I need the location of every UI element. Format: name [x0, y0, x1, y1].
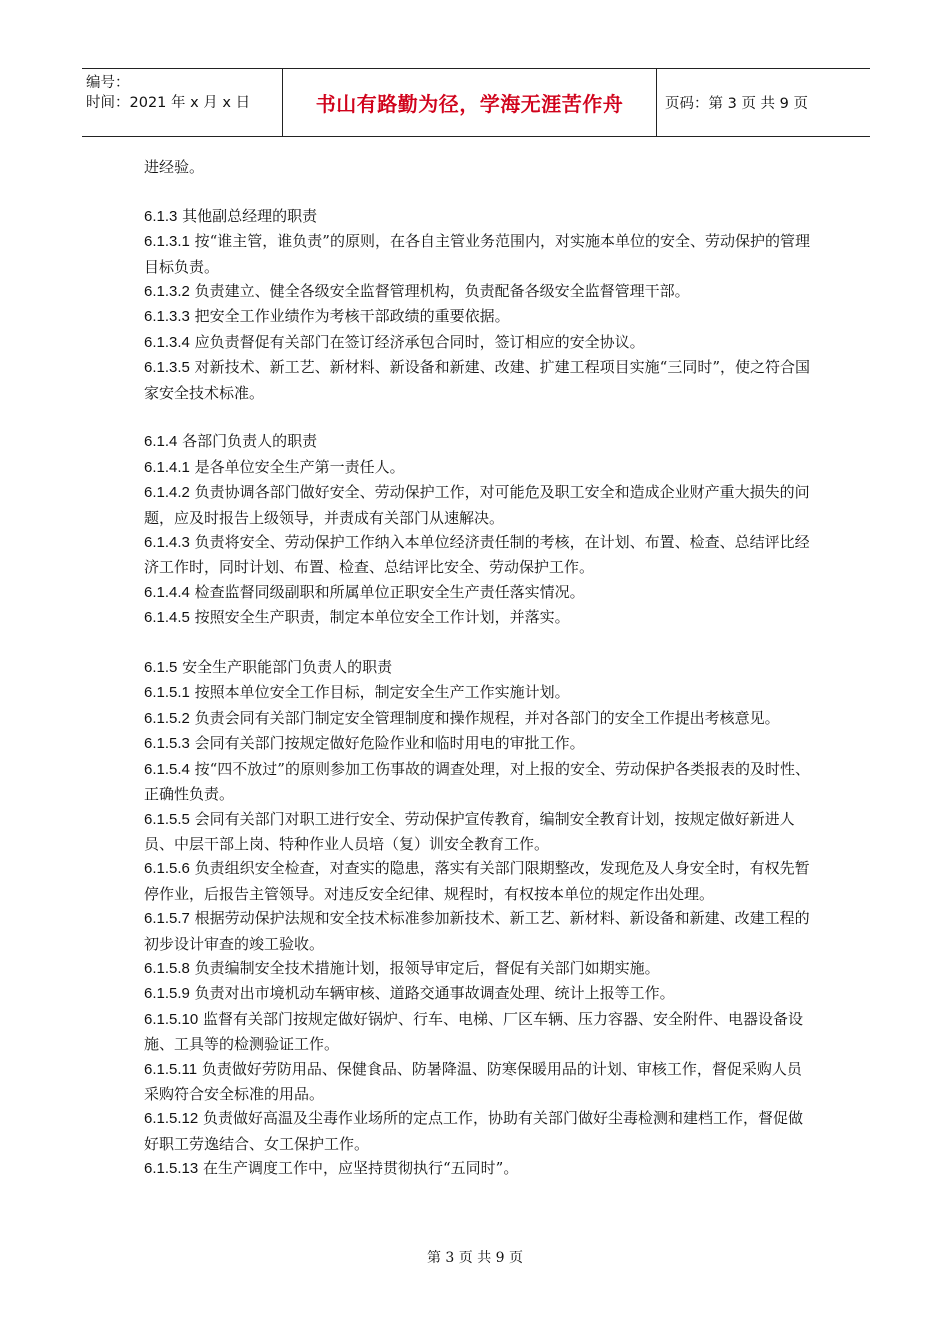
paragraph	[144, 480, 816, 530]
motto-text: 书山有路勤为径，学海无涯苦作舟	[283, 69, 657, 136]
header-left-cell	[82, 69, 283, 136]
clause-text: 根据劳动保护法规和安全技术标准参加新技术、新工艺、新材料、新设备和新建、改建工程的初步设计审查的竣工验收。	[144, 909, 810, 953]
paragraph	[144, 155, 816, 179]
paragraph-gap	[144, 405, 816, 429]
clause-text: 负责组织安全检查，对查实的隐患，落实有关部门限期整改，发现危及人身安全时，有权先暂停作业，后报告主管领导。对违反安全纪律、规程时，有权按本单位的规定作出处理。	[144, 859, 810, 903]
paragraph	[144, 605, 816, 630]
clause-text: 负责做好劳防用品、保健食品、防暑降温、防寒保暖用品的计划、审核工作，督促采购人员采购符合安全标准的用品。	[144, 1059, 802, 1103]
clause-number: 6.1.3.3	[144, 308, 190, 326]
clause-text: 负责会同有关部门制定安全管理制度和操作规程，并对各部门的安全工作提出考核意见。	[189, 708, 780, 727]
page-info: 页码：第 3 页 共 9 页	[665, 96, 808, 112]
paragraph	[144, 1007, 816, 1057]
clause-number: 6.1.5.10	[144, 1010, 199, 1028]
page-footer: 第 3 页 共 9 页	[426, 1250, 524, 1266]
clause-text: 会同有关部门对职工进行安全、劳动保护宣传教育，编制安全教育计划，按规定做好新进人员、中层干部上岗、特种作业人员培（复）训安全教育工作。	[144, 809, 795, 853]
clause-text: 按照本单位安全工作目标，制定安全生产工作实施计划。	[189, 683, 570, 702]
number-label: 编号：	[86, 75, 130, 91]
paragraph	[144, 706, 816, 731]
clause-number: 6.1.4	[144, 433, 178, 451]
clause-number: 6.1.5	[144, 659, 178, 677]
paragraph	[144, 1057, 816, 1107]
clause-text: 其他副总经理的职责	[177, 206, 318, 225]
clause-number: 6.1.4.4	[144, 583, 190, 601]
paragraph	[144, 355, 816, 405]
clause-text: 是各单位安全生产第一责任人。	[189, 457, 405, 476]
paragraph	[144, 856, 816, 906]
clause-text: 检查监督同级副职和所属单位正职安全生产责任落实情况。	[189, 582, 585, 601]
clause-number: 6.1.3.4	[144, 333, 190, 351]
clause-number: 6.1.5.9	[144, 985, 190, 1003]
paragraph	[144, 956, 816, 981]
paragraph	[144, 330, 816, 355]
paragraph-gap	[144, 631, 816, 655]
clause-text: 会同有关部门按规定做好危险作业和临时用电的审批工作。	[189, 734, 585, 753]
clause-number: 6.1.5.4	[144, 760, 190, 778]
clause-text: 负责将安全、劳动保护工作纳入本单位经济责任制的考核，在计划、布置、检查、总结评比经济工作时，同时计划、布置、检查、总结评比安全、劳动保护工作。	[144, 533, 810, 577]
paragraph	[144, 429, 816, 454]
paragraph	[144, 279, 816, 304]
clause-text: 按照安全生产职责，制定本单位安全工作计划，并落实。	[189, 608, 570, 627]
clause-number: 6.1.4.2	[144, 484, 190, 502]
date-label: 时间：2021 年 x 月 x 日	[86, 95, 251, 111]
paragraph	[144, 580, 816, 605]
clause-text: 负责编制安全技术措施计划，报领导审定后，督促有关部门如期实施。	[189, 958, 660, 977]
paragraph	[144, 757, 816, 807]
clause-number: 6.1.4.1	[144, 458, 190, 476]
paragraph	[144, 304, 816, 329]
clause-number: 6.1.3	[144, 207, 178, 225]
clause-number: 6.1.5.7	[144, 910, 190, 928]
clause-text: 监督有关部门按规定做好锅炉、行车、电梯、厂区车辆、压力容器、安全附件、电器设备设施、工具等的检测验证工作。	[144, 1009, 803, 1054]
clause-number: 6.1.5.13	[144, 1160, 199, 1178]
clause-text: 在生产调度工作中，应坚持贯彻执行“五同时”。	[198, 1159, 519, 1178]
clause-number: 6.1.3.1	[144, 233, 190, 251]
page-header	[82, 68, 870, 137]
paragraph	[144, 680, 816, 705]
clause-number: 6.1.5.2	[144, 709, 190, 727]
clause-text: 负责建立、健全各级安全监督管理机构，负责配备各级安全监督管理干部。	[189, 282, 690, 301]
clause-number: 6.1.5.3	[144, 735, 190, 753]
clause-text: 进经验。	[144, 158, 205, 176]
paragraph	[144, 731, 816, 756]
clause-number: 6.1.5.5	[144, 810, 190, 828]
clause-number: 6.1.4.5	[144, 609, 190, 627]
paragraph	[144, 906, 816, 956]
clause-text: 安全生产职能部门负责人的职责	[177, 658, 393, 677]
clause-number: 6.1.3.5	[144, 359, 190, 377]
clause-number: 6.1.4.3	[144, 534, 190, 552]
clause-number: 6.1.5.12	[144, 1110, 199, 1128]
clause-text: 对新技术、新工艺、新材料、新设备和新建、改建、扩建工程项目实施“三同时”，使之符合国家安全技术标准。	[144, 358, 810, 402]
clause-number: 6.1.5.1	[144, 684, 190, 702]
paragraph	[144, 981, 816, 1006]
paragraph	[144, 530, 816, 580]
paragraph	[144, 455, 816, 480]
paragraph	[144, 1106, 816, 1156]
clause-text: 各部门负责人的职责	[177, 432, 318, 451]
clause-text: 按“谁主管，谁负责”的原则，在各自主管业务范围内，对实施本单位的安全、劳动保护的管理目标负责。	[144, 232, 810, 276]
paragraph	[144, 807, 816, 857]
clause-number: 6.1.5.6	[144, 860, 190, 878]
clause-text: 负责协调各部门做好安全、劳动保护工作，对可能危及职工安全和造成企业财产重大损失的问题，应及时报告上级领导，并责成有关部门从速解决。	[144, 483, 810, 527]
clause-text: 把安全工作业绩作为考核干部政绩的重要依据。	[189, 307, 510, 326]
clause-text: 应负责督促有关部门在签订经济承包合同时，签订相应的安全协议。	[189, 332, 645, 351]
clause-text: 负责对出市境机动车辆审核、道路交通事故调查处理、统计上报等工作。	[189, 984, 675, 1003]
clause-number: 6.1.5.11	[144, 1060, 198, 1078]
clause-number: 6.1.5.8	[144, 959, 190, 977]
paragraph	[144, 204, 816, 229]
document-body	[144, 155, 816, 1182]
paragraph	[144, 655, 816, 680]
paragraph	[144, 1156, 816, 1181]
clause-text: 按“四不放过”的原则参加工伤事故的调查处理，对上报的安全、劳动保护各类报表的及时性、正确性负责。	[144, 759, 810, 804]
clause-text: 负责做好高温及尘毒作业场所的定点工作，协助有关部门做好尘毒检测和建档工作，督促做好职工劳逸结合、女工保护工作。	[144, 1109, 803, 1153]
clause-number: 6.1.3.2	[144, 283, 190, 301]
paragraph-gap	[144, 179, 816, 203]
paragraph	[144, 229, 816, 279]
